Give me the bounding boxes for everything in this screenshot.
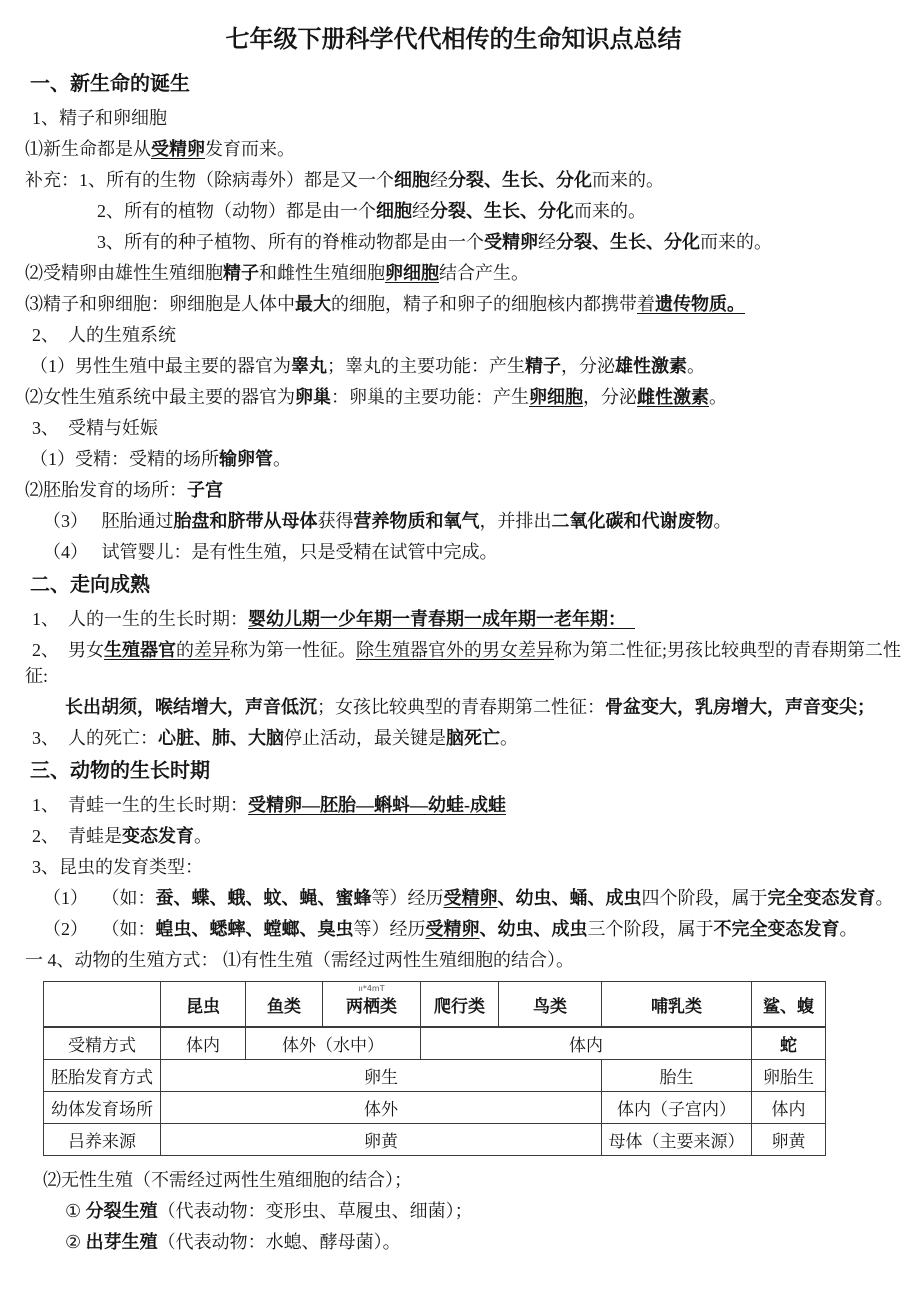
- paragraph: [32, 640, 901, 661]
- document-body: [25, 72, 901, 1253]
- text-run: 称为第二性征;男孩比较典型的青春期第二性: [554, 640, 901, 660]
- text-run: 。: [875, 888, 894, 908]
- text-run: 分裂、生长、分化: [448, 170, 592, 190]
- table-cell: 体内（子宫内）: [602, 1092, 752, 1124]
- text-run: ⑶精子和卵细胞：卵细胞是人体中: [25, 294, 295, 314]
- table-row: [44, 1027, 826, 1060]
- table-cell: 吕养来源: [44, 1124, 161, 1156]
- text-run: 2、所有的植物（动物）都是由一个: [97, 201, 376, 221]
- text-run: ，分泌: [561, 356, 615, 376]
- paragraph: [43, 888, 894, 909]
- text-run: 经: [412, 201, 430, 221]
- text-run: 2、 青蛙是: [32, 826, 122, 846]
- text-run: ①: [65, 1201, 86, 1221]
- paragraph: [32, 325, 882, 346]
- text-run: 补充：1、所有的生物（除病毒外）都是又一个: [25, 170, 394, 190]
- table-cell: 卵胎生: [752, 1060, 826, 1092]
- text-run: 完全变态发育: [767, 888, 876, 908]
- text-run: 1、 人的一生的生长时期：: [32, 609, 248, 629]
- text-run: ，并排出: [479, 511, 552, 531]
- text-run: 受精卵: [484, 232, 538, 252]
- text-run: 胎盘和脐带从母体: [173, 511, 318, 531]
- table-cell: 爬行类: [421, 982, 499, 1028]
- paragraph: [43, 919, 882, 940]
- text-run: 称为第一性征。: [230, 640, 356, 660]
- text-run: 一 4、动物的生殖方式： ⑴有性生殖（需经过两性生殖细胞的结合）。: [25, 950, 574, 970]
- text-run: 征:: [25, 666, 49, 686]
- text-run: 的细胞，精子和卵子的细胞核内都携带: [331, 294, 637, 314]
- text-run: 长出胡须，喉结增大，声音低沉: [65, 697, 317, 717]
- section-heading: [30, 72, 882, 96]
- text-run: ⑴新生命都是从: [25, 139, 151, 159]
- table-cell: 鱼类: [246, 982, 323, 1028]
- text-run: 着: [637, 294, 655, 314]
- paragraph: [32, 728, 882, 749]
- text-run: 1、 青蛙一生的生长时期：: [32, 795, 248, 815]
- text-run: 婴幼儿期一少年期一青春期一成年期一老年期：: [248, 609, 635, 629]
- text-run: 、幼虫、成虫: [479, 919, 588, 939]
- text-run: 。: [839, 919, 858, 939]
- text-run: 3、昆虫的发育类型：: [32, 857, 203, 877]
- table-cell: 体内: [421, 1027, 752, 1060]
- text-run: 细胞: [376, 201, 412, 221]
- text-run: 获得: [317, 511, 354, 531]
- text-run: 脑死亡: [446, 728, 500, 748]
- text-run: 而来的。: [592, 170, 664, 190]
- table-cell: 胎生: [602, 1060, 752, 1092]
- paragraph: [43, 542, 882, 563]
- text-run: 营养物质和氧气: [353, 511, 480, 531]
- text-run: 。: [709, 387, 727, 407]
- text-run: 蚕、蝶、蛾、蚊、蝇、蜜蜂: [155, 888, 372, 908]
- text-run: ，分泌: [583, 387, 637, 407]
- table-cell: 昆虫: [161, 982, 246, 1028]
- text-run: 。: [273, 449, 291, 469]
- text-run: ；女孩比较典型的青春期第二性征：: [317, 697, 605, 717]
- text-run: 二、走向成熟: [30, 574, 150, 596]
- table-cell: 体外: [161, 1092, 602, 1124]
- text-run: 受精卵: [443, 888, 498, 908]
- text-run: （1） （如：: [43, 888, 156, 908]
- paragraph: [97, 232, 882, 253]
- text-run: 。: [713, 511, 732, 531]
- table-row: [44, 1124, 826, 1156]
- text-run: 输卵管: [219, 449, 273, 469]
- paragraph: [32, 108, 882, 129]
- text-run: 2、 人的生殖系统: [32, 325, 176, 345]
- text-run: 等）经历: [371, 888, 444, 908]
- text-run: 分裂、生长、分化: [430, 201, 574, 221]
- text-run: 经: [430, 170, 448, 190]
- table-header-row: [44, 982, 826, 1028]
- text-run: 细胞: [394, 170, 430, 190]
- paragraph: [32, 609, 882, 630]
- text-run: 结合产生。: [439, 263, 529, 283]
- text-run: ：卵巢的主要功能：产生: [331, 387, 529, 407]
- text-run: 停止活动，最关键是: [284, 728, 446, 748]
- table-cell: 鸟类: [499, 982, 602, 1028]
- text-run: 变态发育: [122, 826, 194, 846]
- paragraph: [32, 418, 882, 439]
- text-run: 等）经历: [353, 919, 426, 939]
- section-heading: [30, 573, 882, 597]
- text-run: 不完全变态发育: [713, 919, 840, 939]
- text-run: 心脏、肺、大脑: [158, 728, 284, 748]
- text-run: 、幼虫、蛹、成虫: [497, 888, 642, 908]
- text-run: （2） （如：: [43, 919, 156, 939]
- section-heading: [30, 759, 882, 783]
- table-cell: 哺乳类: [602, 982, 752, 1028]
- text-run: 卵细胞: [529, 387, 583, 407]
- text-run: ；睾丸的主要功能：产生: [327, 356, 525, 376]
- table-cell: 受精方式: [44, 1027, 161, 1060]
- text-run: 精子: [223, 263, 259, 283]
- text-run: 出芽生殖: [85, 1232, 158, 1252]
- text-run: 除生殖器官外的男女差异: [356, 640, 554, 660]
- paragraph: [65, 1201, 882, 1222]
- text-run: （1）受精：受精的场所: [30, 449, 219, 469]
- table-cell: 体外（水中）: [246, 1027, 421, 1060]
- paragraph: [25, 139, 882, 160]
- text-run: 分裂生殖: [85, 1201, 158, 1221]
- text-run: ⑵受精卵由雄性生殖细胞: [25, 263, 223, 283]
- text-run: 1、精子和卵细胞: [32, 108, 167, 128]
- text-run: 蝗虫、蟋蟀、螳螂、臭虫: [155, 919, 354, 939]
- table-cell: ıı*4mT 两栖类: [323, 982, 421, 1028]
- paragraph: [25, 294, 882, 315]
- text-run: 子宫: [187, 480, 223, 500]
- paragraph: [25, 170, 882, 191]
- paragraph: [25, 666, 882, 687]
- text-run: 3、所有的种子植物、所有的脊椎动物都是由一个: [97, 232, 484, 252]
- text-run: 最大: [295, 294, 331, 314]
- text-run: 分裂、生长、分化: [556, 232, 700, 252]
- table-row: [44, 1092, 826, 1124]
- text-run: ⑵胚胎发育的场所：: [25, 480, 187, 500]
- paragraph: [32, 857, 882, 878]
- text-run: 精子: [525, 356, 561, 376]
- text-run: ⑵无性生殖（不需经过两性生殖细胞的结合）；: [43, 1170, 412, 1190]
- text-run: 卵巢: [295, 387, 331, 407]
- document-title: 七年级下册科学代代相传的生命知识点总结: [225, 27, 682, 53]
- paragraph: [25, 387, 882, 408]
- text-run: 一、新生命的诞生: [30, 73, 190, 95]
- table-cell: 胚胎发育方式: [44, 1060, 161, 1092]
- text-run: 雌性激素: [637, 387, 709, 407]
- table-cell: 母体（主要来源）: [602, 1124, 752, 1156]
- table-cell: 卵黄: [161, 1124, 602, 1156]
- text-run: 骨盆变大，乳房增大，声音变尖；: [605, 697, 875, 717]
- text-run: 卵细胞: [385, 263, 439, 283]
- text-run: ②: [65, 1232, 86, 1252]
- paragraph: [43, 1170, 882, 1191]
- text-run: 3、 人的死亡：: [32, 728, 158, 748]
- table-cell: 卵黄: [752, 1124, 826, 1156]
- text-run: ⑵女性生殖系统中最主要的器官为: [25, 387, 295, 407]
- text-run: 遗传物质。: [655, 294, 745, 314]
- text-run: （3） 胚胎通过: [43, 511, 174, 531]
- animal-reproduction-table: [43, 981, 826, 1156]
- text-run: 四个阶段，属于: [641, 888, 768, 908]
- text-run: 发育而来。: [205, 139, 295, 159]
- text-run: 。: [500, 728, 518, 748]
- text-run: 睾丸: [291, 356, 327, 376]
- table-cell: 鲨、蝮: [752, 982, 826, 1028]
- text-run: （4） 试管婴儿：是有性生殖，只是受精在试管中完成。: [43, 542, 498, 562]
- text-run: 和雌性生殖细胞: [259, 263, 385, 283]
- text-run: 受精卵: [151, 139, 205, 159]
- paragraph: [25, 480, 882, 501]
- text-run: 生殖器官: [104, 640, 176, 660]
- table-cell: 幼体发育场所: [44, 1092, 161, 1124]
- paragraph: [32, 826, 882, 847]
- table-cell: [44, 982, 161, 1028]
- text-run: 三个阶段，属于: [587, 919, 714, 939]
- table-cell: 蛇: [752, 1027, 826, 1060]
- paragraph: [30, 356, 882, 377]
- text-run: 经: [538, 232, 556, 252]
- table-row: [44, 1060, 826, 1092]
- text-run: （1）男性生殖中最主要的器官为: [30, 356, 291, 376]
- paragraph: [30, 449, 882, 470]
- text-run: 雄性激素: [615, 356, 687, 376]
- text-run: 受精卵: [425, 919, 480, 939]
- text-run: （代表动物：水螅、酵母菌）。: [157, 1232, 401, 1252]
- paragraph: [25, 263, 882, 284]
- table-cell: 卵生: [161, 1060, 602, 1092]
- text-run: 。: [194, 826, 212, 846]
- paragraph: [65, 697, 882, 718]
- table-cell: 体内: [752, 1092, 826, 1124]
- scan-artifact-text: ıı*4mT: [358, 984, 385, 993]
- text-run: 三、动物的生长时期: [30, 760, 210, 782]
- text-run: 。: [687, 356, 705, 376]
- text-run: 的差异: [176, 640, 230, 660]
- table-cell: 体内: [161, 1027, 246, 1060]
- text-run: 2、 男女: [32, 640, 104, 660]
- text-run: 而来的。: [700, 232, 772, 252]
- paragraph: [97, 201, 882, 222]
- text-run: 3、 受精与妊娠: [32, 418, 158, 438]
- paragraph: [25, 950, 882, 971]
- paragraph: [65, 1232, 882, 1253]
- text-run: （代表动物：变形虫、草履虫、细菌）；: [157, 1201, 473, 1221]
- text-run: 而来的。: [574, 201, 646, 221]
- text-run: 二氧化碳和代谢废物: [551, 511, 714, 531]
- paragraph: [43, 511, 882, 532]
- paragraph: [32, 795, 882, 816]
- text-run: 受精卵—胚胎—蝌蚪—幼蛙-成蛙: [248, 795, 506, 815]
